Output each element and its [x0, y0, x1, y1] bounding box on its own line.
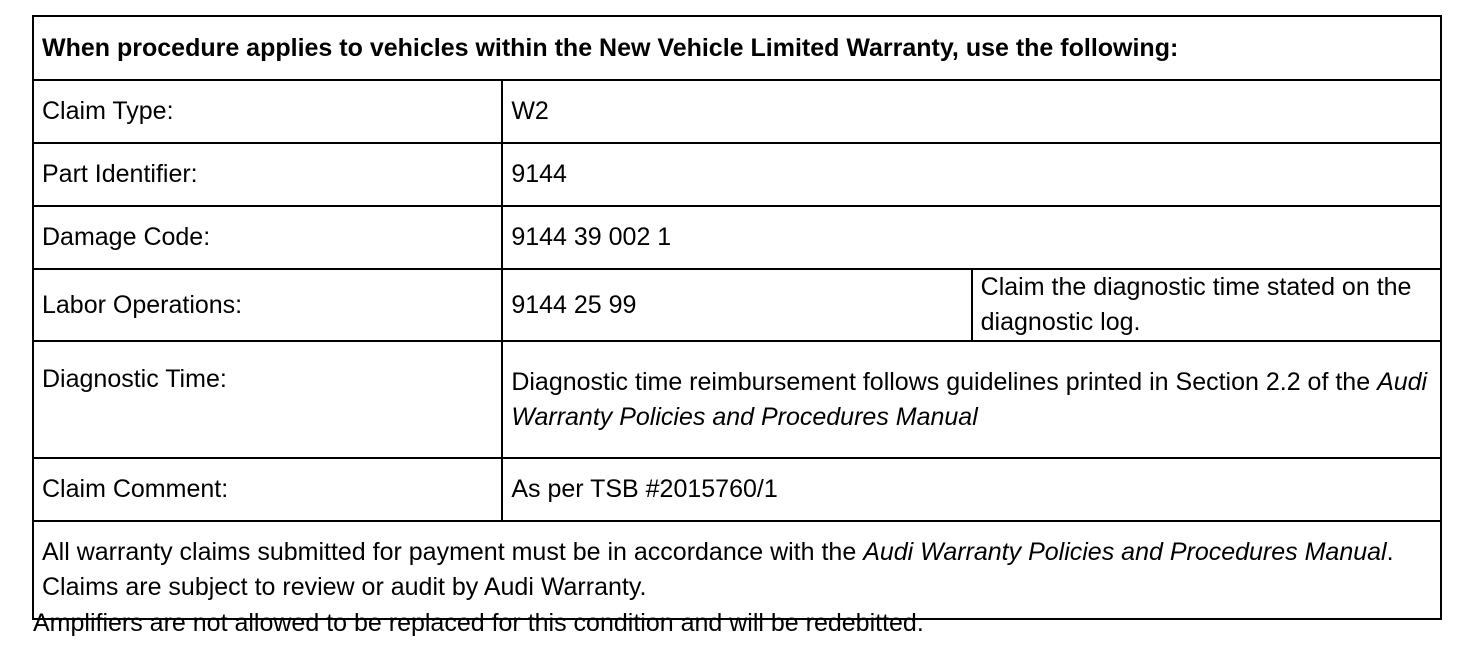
part-identifier-value: 9144 — [502, 143, 1441, 206]
diagnostic-time-manual-title: Audi Warranty Policies and Procedures Manual — [511, 367, 1428, 431]
claim-comment-value: As per TSB #2015760/1 — [502, 458, 1441, 521]
diagnostic-time-text: Diagnostic time reimbursement follows guidelines printed in Section 2.2 of the — [511, 367, 1378, 396]
diagnostic-time-value — [502, 341, 1441, 458]
table-row-damage-code — [33, 206, 1441, 269]
claim-type-value: W2 — [502, 80, 1441, 143]
damage-code-label: Damage Code: — [33, 206, 502, 269]
table-header: When procedure applies to vehicles within the New Vehicle Limited Warranty, use the following: — [33, 16, 1441, 80]
footer-text-after: . Claims are subject to review or audit by Audi Warranty. — [42, 538, 1394, 601]
amplifier-note: Amplifiers are not allowed to be replaced for this condition and will be redebitted. — [33, 609, 924, 637]
claim-type-label: Claim Type: — [33, 80, 502, 143]
table-row-labor-operations — [33, 269, 1441, 341]
labor-operations-code: 9144 25 99 — [502, 269, 971, 341]
table-row-part-identifier — [33, 143, 1441, 206]
footer-manual-title: Audi Warranty Policies and Procedures Manual — [863, 538, 1387, 566]
claim-comment-label: Claim Comment: — [33, 458, 502, 521]
table-row-claim-comment — [33, 458, 1441, 521]
table-footer-row — [33, 521, 1441, 619]
labor-operations-label: Labor Operations: — [33, 269, 502, 341]
table-header-row — [33, 16, 1441, 80]
table-row-claim-type — [33, 80, 1441, 143]
part-identifier-label: Part Identifier: — [33, 143, 502, 206]
warranty-claim-table — [32, 15, 1442, 620]
table-row-diagnostic-time — [33, 341, 1441, 458]
labor-operations-description: Claim the diagnostic time stated on the diagnostic log. — [972, 269, 1441, 341]
damage-code-value: 9144 39 002 1 — [502, 206, 1441, 269]
footer-text-before: All warranty claims submitted for payment must be in accordance with the — [42, 538, 864, 566]
diagnostic-time-label: Diagnostic Time: — [33, 341, 502, 458]
table-footer — [33, 521, 1441, 619]
